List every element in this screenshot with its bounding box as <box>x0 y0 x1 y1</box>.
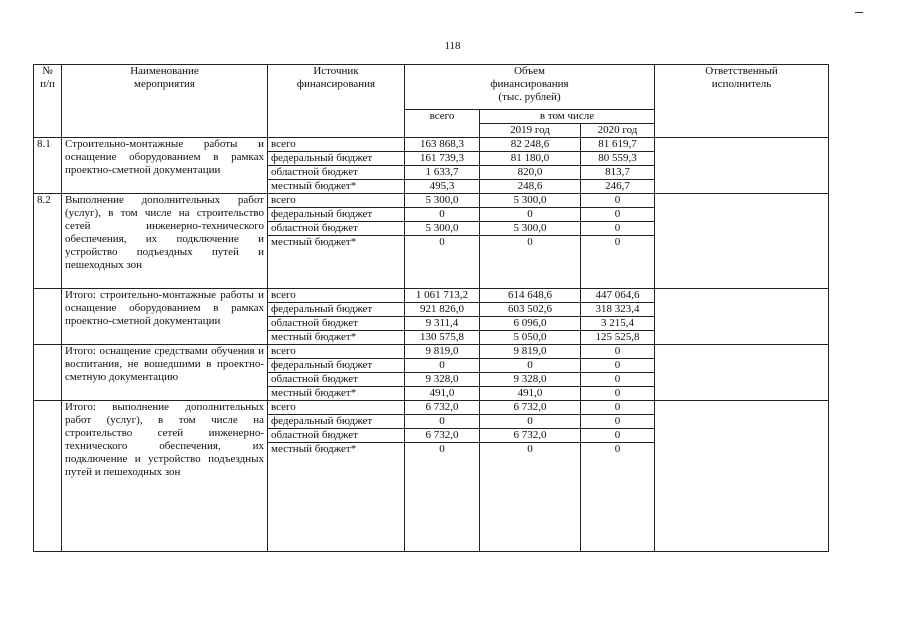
amount-y2020: 0 <box>581 415 655 429</box>
amount-total: 9 311,4 <box>405 317 480 331</box>
activity-name: Строительно-монтажные работы и оснащение оборудованием в рамках проектно-сметной документации <box>62 138 268 194</box>
amount-y2020: 3 215,4 <box>581 317 655 331</box>
amount-y2019: 9 328,0 <box>480 373 581 387</box>
amount-y2019: 603 502,6 <box>480 303 581 317</box>
responsible-executor <box>655 138 829 194</box>
amount-y2020: 0 <box>581 222 655 236</box>
amount-total: 9 328,0 <box>405 373 480 387</box>
header-volume: Объем финансирования (тыс. рублей) <box>405 65 655 110</box>
table-row <box>34 194 829 208</box>
amount-y2019: 0 <box>480 415 581 429</box>
activity-name: Выполнение дополнительных работ (услуг), в том числе на строительство сетей инженерно-технического обеспечения, их подключение и устройство подъездных путей и пешеходных зон <box>62 194 268 289</box>
amount-y2019: 6 096,0 <box>480 317 581 331</box>
amount-y2020: 0 <box>581 443 655 552</box>
corner-mark <box>855 12 863 13</box>
funding-source: областной бюджет <box>268 429 405 443</box>
funding-source: областной бюджет <box>268 317 405 331</box>
amount-y2019: 6 732,0 <box>480 429 581 443</box>
funding-source: федеральный бюджет <box>268 303 405 317</box>
row-number: 8.1 <box>34 138 62 194</box>
funding-source: областной бюджет <box>268 373 405 387</box>
funding-source: федеральный бюджет <box>268 359 405 373</box>
amount-y2019: 9 819,0 <box>480 345 581 359</box>
amount-total: 161 739,3 <box>405 152 480 166</box>
amount-y2019: 5 300,0 <box>480 194 581 208</box>
amount-y2020: 0 <box>581 387 655 401</box>
funding-source: местный бюджет* <box>268 331 405 345</box>
amount-total: 5 300,0 <box>405 222 480 236</box>
amount-total: 921 826,0 <box>405 303 480 317</box>
amount-y2019: 82 248,6 <box>480 138 581 152</box>
amount-total: 0 <box>405 208 480 222</box>
funding-source: всего <box>268 401 405 415</box>
amount-y2020: 125 525,8 <box>581 331 655 345</box>
amount-total: 5 300,0 <box>405 194 480 208</box>
header-incl: в том числе <box>480 110 655 124</box>
table-row <box>34 345 829 359</box>
activity-name: Итого: оснащение средствами обучения и воспитания, не вошедшими в проектно-сметную документацию <box>62 345 268 401</box>
funding-source: федеральный бюджет <box>268 415 405 429</box>
amount-total: 0 <box>405 415 480 429</box>
responsible-executor <box>655 345 829 401</box>
header-name: Наименование мероприятия <box>62 65 268 138</box>
financing-table <box>33 64 829 552</box>
row-number <box>34 345 62 401</box>
amount-total: 1 633,7 <box>405 166 480 180</box>
amount-total: 0 <box>405 443 480 552</box>
table-row <box>34 289 829 303</box>
page-number: 118 <box>444 40 461 52</box>
amount-y2019: 248,6 <box>480 180 581 194</box>
amount-total: 9 819,0 <box>405 345 480 359</box>
funding-source: областной бюджет <box>268 222 405 236</box>
amount-y2020: 0 <box>581 373 655 387</box>
header-row-1 <box>34 65 829 110</box>
amount-y2020: 0 <box>581 359 655 373</box>
amount-y2020: 0 <box>581 345 655 359</box>
amount-y2019: 0 <box>480 443 581 552</box>
header-source: Источник финансирования <box>268 65 405 138</box>
funding-source: всего <box>268 138 405 152</box>
row-number: 8.2 <box>34 194 62 289</box>
amount-y2020: 813,7 <box>581 166 655 180</box>
row-number <box>34 401 62 552</box>
amount-y2020: 80 559,3 <box>581 152 655 166</box>
responsible-executor <box>655 289 829 345</box>
amount-y2019: 0 <box>480 236 581 289</box>
amount-y2020: 447 064,6 <box>581 289 655 303</box>
amount-y2019: 491,0 <box>480 387 581 401</box>
header-2020: 2020 год <box>581 124 655 138</box>
activity-name: Итого: строительно-монтажные работы и оснащение оборудованием в рамках проектно-сметной документации <box>62 289 268 345</box>
amount-y2019: 0 <box>480 208 581 222</box>
amount-total: 6 732,0 <box>405 429 480 443</box>
amount-y2020: 0 <box>581 401 655 415</box>
funding-source: федеральный бюджет <box>268 152 405 166</box>
amount-y2019: 6 732,0 <box>480 401 581 415</box>
amount-y2020: 0 <box>581 236 655 289</box>
responsible-executor <box>655 194 829 289</box>
funding-source: всего <box>268 194 405 208</box>
table-row <box>34 138 829 152</box>
amount-total: 495,3 <box>405 180 480 194</box>
table-row <box>34 401 829 415</box>
funding-source: местный бюджет* <box>268 443 405 552</box>
header-total: всего <box>405 110 480 138</box>
amount-y2020: 0 <box>581 194 655 208</box>
funding-source: федеральный бюджет <box>268 208 405 222</box>
amount-y2019: 820,0 <box>480 166 581 180</box>
amount-total: 491,0 <box>405 387 480 401</box>
amount-y2020: 81 619,7 <box>581 138 655 152</box>
amount-total: 0 <box>405 236 480 289</box>
header-num: № п/п <box>34 65 62 138</box>
amount-y2019: 5 050,0 <box>480 331 581 345</box>
amount-total: 0 <box>405 359 480 373</box>
header-responsible: Ответственный исполнитель <box>655 65 829 138</box>
funding-source: всего <box>268 289 405 303</box>
row-number <box>34 289 62 345</box>
amount-y2019: 0 <box>480 359 581 373</box>
amount-total: 130 575,8 <box>405 331 480 345</box>
amount-y2020: 246,7 <box>581 180 655 194</box>
amount-y2020: 318 323,4 <box>581 303 655 317</box>
amount-total: 6 732,0 <box>405 401 480 415</box>
header-2019: 2019 год <box>480 124 581 138</box>
funding-source: местный бюджет* <box>268 180 405 194</box>
amount-y2020: 0 <box>581 208 655 222</box>
amount-y2019: 5 300,0 <box>480 222 581 236</box>
responsible-executor <box>655 401 829 552</box>
amount-total: 1 061 713,2 <box>405 289 480 303</box>
amount-y2019: 614 648,6 <box>480 289 581 303</box>
activity-name: Итого: выполнение дополнительных работ (услуг), в том числе на строительство сетей инженерно-технического обеспечения, их подключение и устройство подъездных путей и пешеходных зон <box>62 401 268 552</box>
funding-source: всего <box>268 345 405 359</box>
amount-y2020: 0 <box>581 429 655 443</box>
funding-source: местный бюджет* <box>268 236 405 289</box>
funding-source: местный бюджет* <box>268 387 405 401</box>
funding-source: областной бюджет <box>268 166 405 180</box>
amount-total: 163 868,3 <box>405 138 480 152</box>
amount-y2019: 81 180,0 <box>480 152 581 166</box>
